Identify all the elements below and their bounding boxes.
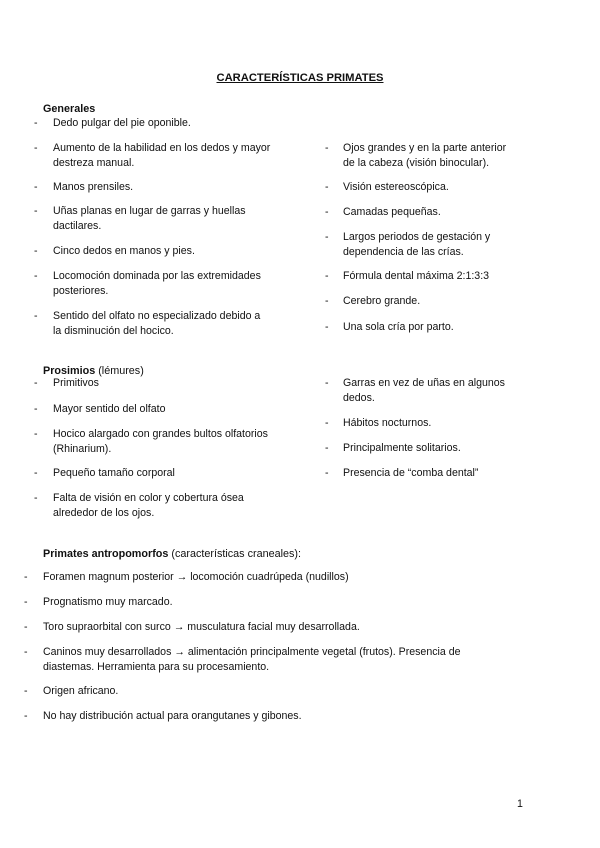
bullet-marker: - <box>34 310 38 322</box>
prosimios-right-item-line: Presencia de “comba dental” <box>343 467 479 479</box>
bullet-marker: - <box>325 377 329 389</box>
section-heading-prosimios-bold: Prosimios <box>43 365 96 377</box>
bullet-marker: - <box>34 181 38 193</box>
bullet-marker: - <box>325 206 329 218</box>
generales-left-item-line: Aumento de la habilidad en los dedos y mayor <box>53 142 271 154</box>
prosimios-right-item-line: Hábitos nocturnos. <box>343 417 432 429</box>
generales-left-item-line: Manos prensiles. <box>53 181 134 193</box>
bullet-marker: - <box>325 181 329 193</box>
generales-right-item-line: Largos periodos de gestación y <box>343 231 491 243</box>
antropomorfos-item-line: diastemas. Herramienta para su procesamiento. <box>43 661 270 673</box>
bullet-marker: - <box>325 142 329 154</box>
generales-left-item-line: la disminución del hocico. <box>53 325 174 337</box>
bullet-marker: - <box>24 571 28 583</box>
bullet-marker: - <box>34 428 38 440</box>
antropomorfos-item-line: Origen africano. <box>43 685 119 697</box>
generales-right-item-line: Fórmula dental máxima 2:1:3:3 <box>343 270 490 282</box>
bullet-marker: - <box>325 442 329 454</box>
bullet-marker: - <box>325 270 329 282</box>
bullet-marker: - <box>34 117 38 129</box>
bullet-marker: - <box>34 142 38 154</box>
generales-right-item-line: Ojos grandes y en la parte anterior <box>343 142 507 154</box>
antropomorfos-item-line: Toro supraorbital con surco → musculatura facial muy desarrollada. <box>43 621 360 633</box>
generales-left-item-line: posteriores. <box>53 285 109 297</box>
section-heading-antropomorfos-rest: (características craneales): <box>168 548 301 560</box>
section-heading-antropomorfos <box>43 547 301 562</box>
generales-left-item-line: Uñas planas en lugar de garras y huellas <box>53 205 246 217</box>
generales-right-item-line: dependencia de las crías. <box>343 246 464 258</box>
antropomorfos-item-line: Prognatismo muy marcado. <box>43 596 173 608</box>
bullet-marker: - <box>34 467 38 479</box>
generales-left-item-line: destreza manual. <box>53 157 135 169</box>
generales-right-item-line: Camadas pequeñas. <box>343 206 441 218</box>
generales-right-item-line: Una sola cría por parto. <box>343 321 454 333</box>
bullet-marker: - <box>34 377 38 389</box>
prosimios-left-item-line: alrededor de los ojos. <box>53 507 155 519</box>
generales-left-item-line: Locomoción dominada por las extremidades <box>53 270 261 282</box>
prosimios-right-item-line: Garras en vez de uñas en algunos <box>343 377 505 389</box>
bullet-marker: - <box>24 621 28 633</box>
prosimios-left-item-line: Mayor sentido del olfato <box>53 403 166 415</box>
page-title: CARACTERÍSTICAS PRIMATES <box>216 72 384 84</box>
page-number: 1 <box>517 798 523 810</box>
antropomorfos-item-line: Foramen magnum posterior → locomoción cuadrúpeda (nudillos) <box>43 571 349 583</box>
bullet-marker: - <box>325 467 329 479</box>
generales-right-item-line: Visión estereoscópica. <box>343 181 449 193</box>
generales-right-item-line: Cerebro grande. <box>343 295 421 307</box>
bullet-marker: - <box>34 492 38 504</box>
section-heading-generales-label: Generales <box>43 103 96 115</box>
bullet-marker: - <box>325 321 329 333</box>
generales-right-item-line: de la cabeza (visión binocular). <box>343 157 490 169</box>
bullet-marker: - <box>34 245 38 257</box>
bullet-marker: - <box>325 295 329 307</box>
bullet-marker: - <box>24 596 28 608</box>
bullet-marker: - <box>34 205 38 217</box>
bullet-marker: - <box>24 685 28 697</box>
bullet-marker: - <box>24 710 28 722</box>
prosimios-left-item-line: Primitivos <box>53 377 99 389</box>
generales-left-item-line: dactilares. <box>53 220 102 232</box>
antropomorfos-item-line: No hay distribución actual para orangutanes y gibones. <box>43 710 302 722</box>
section-heading-prosimios-rest: (lémures) <box>95 365 144 377</box>
generales-left-item-line: Cinco dedos en manos y pies. <box>53 245 195 257</box>
bullet-marker: - <box>24 646 28 658</box>
bullet-marker: - <box>325 417 329 429</box>
bullet-marker: - <box>34 403 38 415</box>
prosimios-right-item-line: Principalmente solitarios. <box>343 442 461 454</box>
prosimios-left-item-line: (Rhinarium). <box>53 443 112 455</box>
generales-left-item-line: Sentido del olfato no especializado debido a <box>53 310 261 322</box>
bullet-marker: - <box>34 270 38 282</box>
antropomorfos-item-line: Caninos muy desarrollados → alimentación principalmente vegetal (frutos). Presencia de <box>43 646 461 658</box>
generales-left-item-line: Dedo pulgar del pie oponible. <box>53 117 191 129</box>
bullet-marker: - <box>325 231 329 243</box>
section-heading-antropomorfos-bold: Primates antropomorfos <box>43 548 169 560</box>
section-heading-generales <box>43 102 95 117</box>
prosimios-left-item-line: Pequeño tamaño corporal <box>53 467 175 479</box>
prosimios-left-item-line: Falta de visión en color y cobertura ósea <box>53 492 244 504</box>
prosimios-left-item-line: Hocico alargado con grandes bultos olfatorios <box>53 428 268 440</box>
prosimios-right-item-line: dedos. <box>343 392 375 404</box>
